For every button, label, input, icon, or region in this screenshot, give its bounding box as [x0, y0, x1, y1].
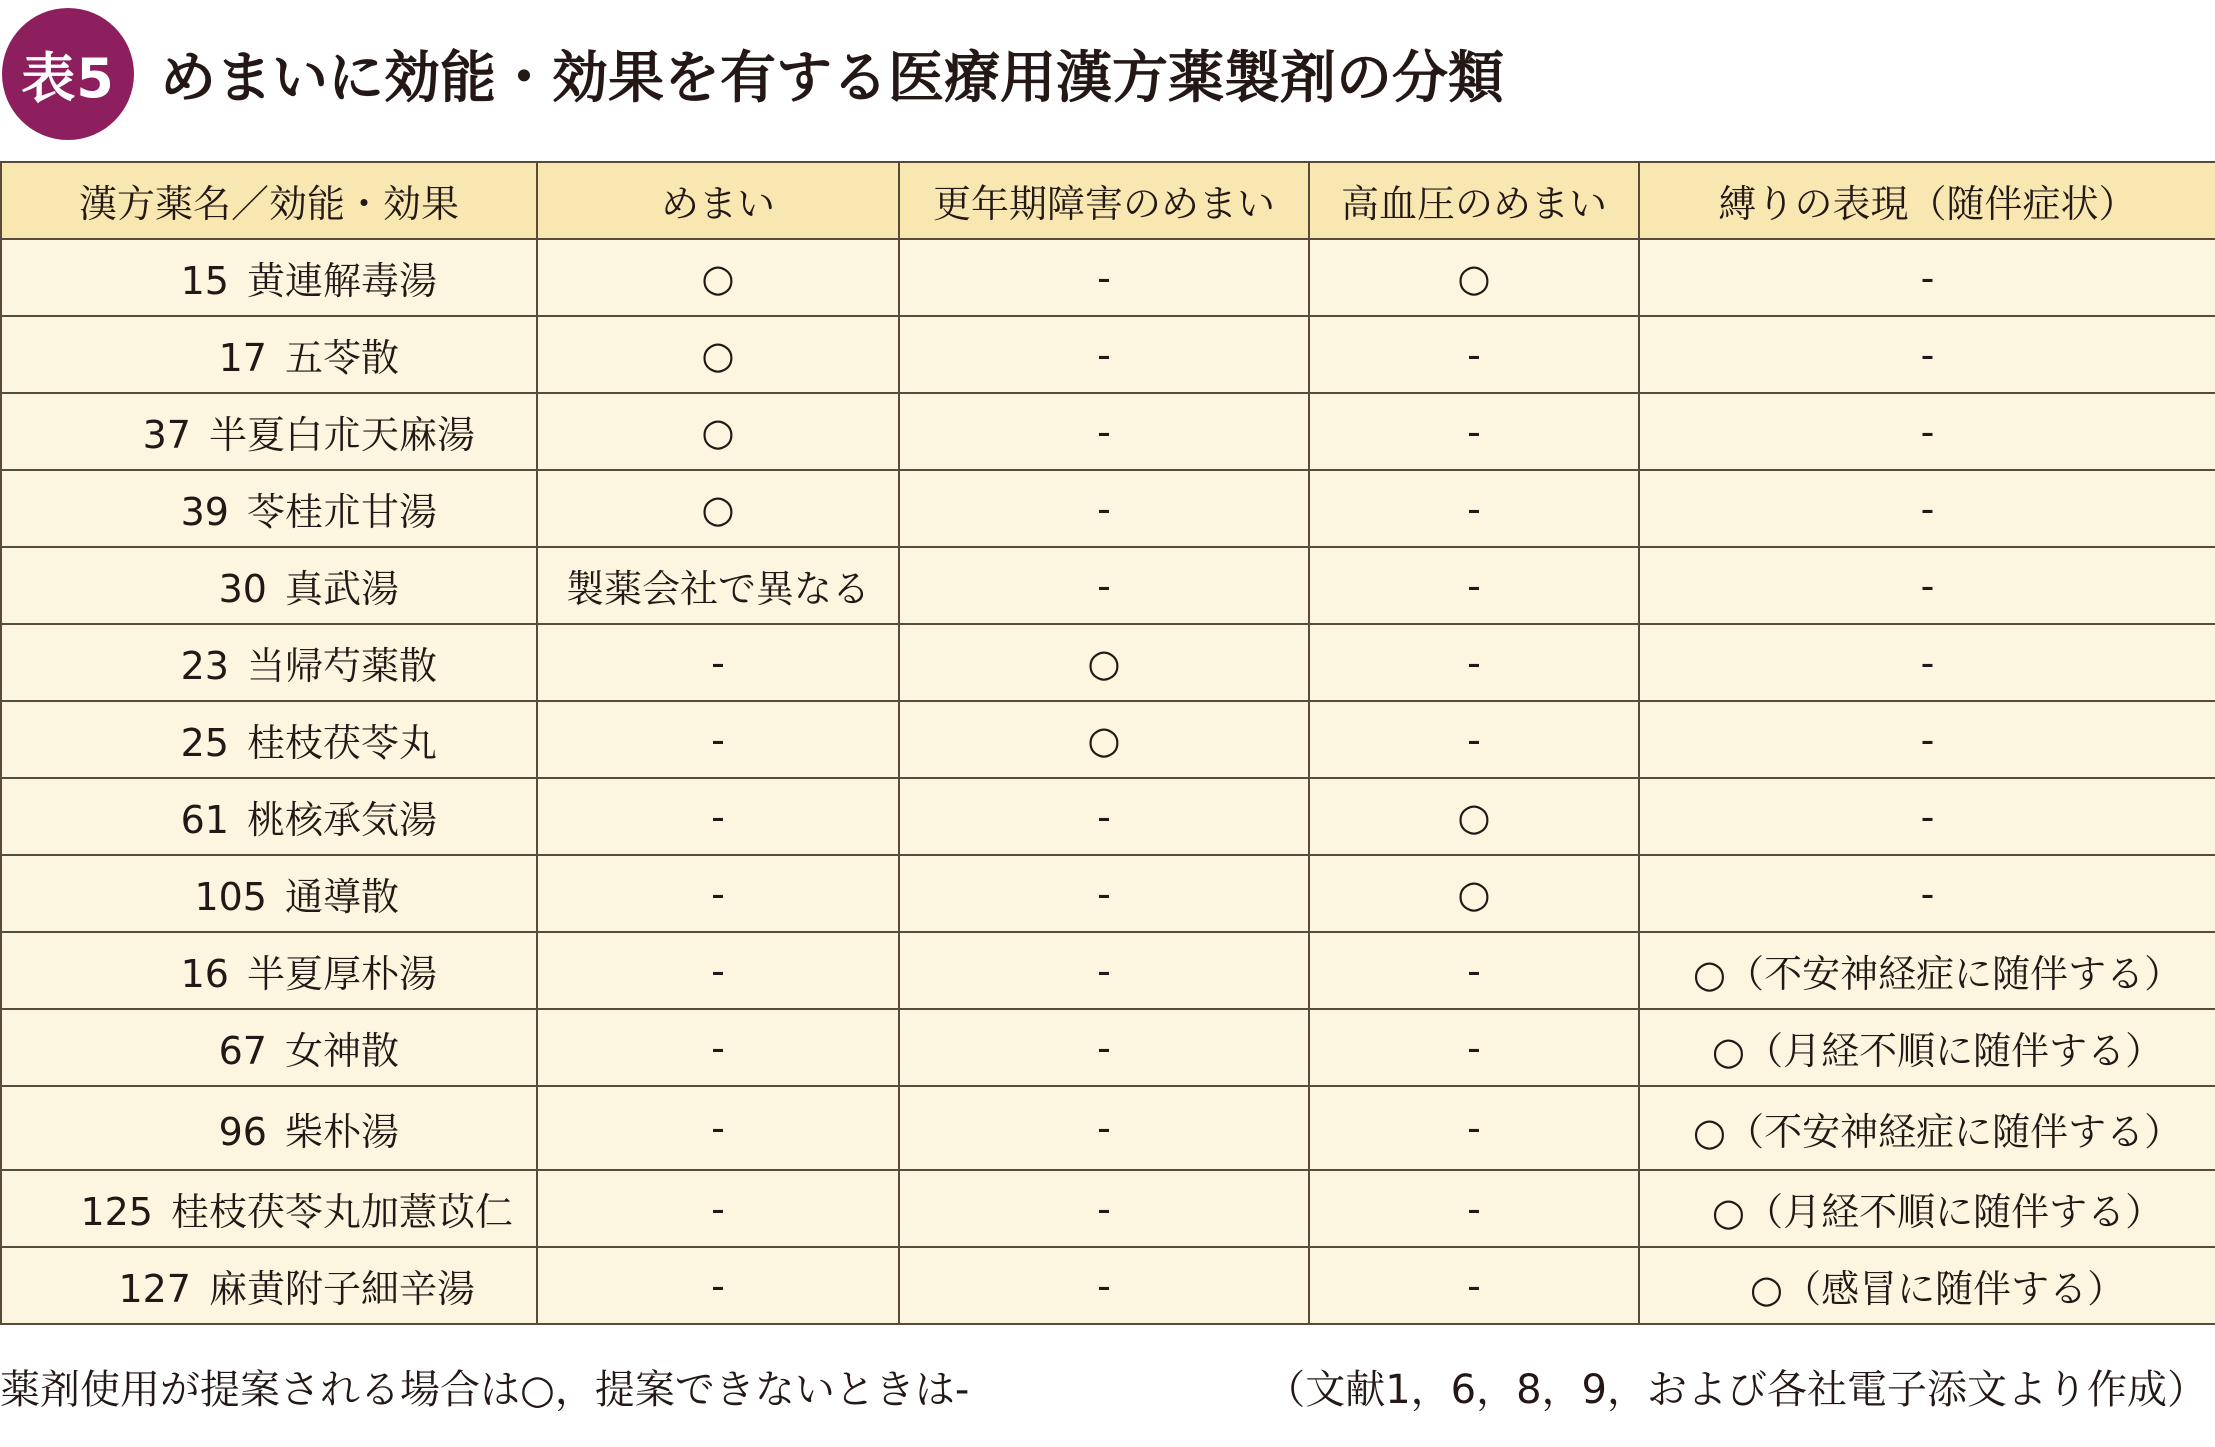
hypertension-vertigo-cell: ○ — [1309, 239, 1639, 316]
vertigo-cell: - — [537, 855, 899, 932]
associated-symptom-cell: ○（不安神経症に随伴する） — [1639, 932, 2215, 1009]
menopausal-vertigo-cell: - — [899, 1170, 1309, 1247]
drug-name: 当帰芍薬散 — [246, 644, 437, 688]
drug-name: 通導散 — [284, 875, 399, 919]
associated-symptom-cell: ○（月経不順に随伴する） — [1639, 1170, 2215, 1247]
hypertension-vertigo-cell: - — [1309, 932, 1639, 1009]
drug-name-cell — [1, 1247, 537, 1324]
vertigo-cell: - — [537, 778, 899, 855]
table-body — [1, 239, 2215, 1324]
table-row — [1, 547, 2215, 624]
vertigo-cell: ○ — [537, 316, 899, 393]
drug-number: 67 — [218, 1029, 267, 1073]
drug-name: 桂枝茯苓丸 — [246, 721, 437, 765]
drug-name-cell — [1, 624, 537, 701]
kampo-classification-table — [0, 161, 2215, 1325]
vertigo-cell: - — [537, 1086, 899, 1170]
vertigo-cell: - — [537, 701, 899, 778]
associated-symptom-cell: - — [1639, 470, 2215, 547]
hypertension-vertigo-cell: - — [1309, 1247, 1639, 1324]
associated-symptom-cell: - — [1639, 701, 2215, 778]
hypertension-vertigo-cell: - — [1309, 316, 1639, 393]
drug-number: 17 — [218, 336, 267, 380]
table-number-badge: 表5 — [2, 8, 134, 140]
associated-symptom-cell: - — [1639, 855, 2215, 932]
table-row — [1, 239, 2215, 316]
drug-number: 25 — [180, 721, 229, 765]
drug-name: 桃核承気湯 — [246, 798, 437, 842]
hypertension-vertigo-cell: - — [1309, 1170, 1639, 1247]
drug-name-cell — [1, 701, 537, 778]
table-row — [1, 778, 2215, 855]
table-row — [1, 1247, 2215, 1324]
menopausal-vertigo-cell: - — [899, 1009, 1309, 1086]
hypertension-vertigo-cell: ○ — [1309, 778, 1639, 855]
drug-name-cell — [1, 239, 537, 316]
drug-name-cell — [1, 470, 537, 547]
table-row — [1, 855, 2215, 932]
drug-name: 麻黄附子細辛湯 — [208, 1267, 475, 1311]
associated-symptom-cell: - — [1639, 778, 2215, 855]
drug-name: 半夏白朮天麻湯 — [208, 413, 475, 457]
hypertension-vertigo-cell: - — [1309, 1009, 1639, 1086]
drug-name: 真武湯 — [284, 567, 399, 611]
menopausal-vertigo-cell: - — [899, 778, 1309, 855]
hypertension-vertigo-cell: - — [1309, 547, 1639, 624]
drug-name: 半夏厚朴湯 — [246, 952, 437, 996]
drug-number: 23 — [180, 644, 229, 688]
footnote-source: （文献1，6，8，9，および各社電子添文より作成） — [1265, 1367, 2207, 1413]
hypertension-vertigo-cell: - — [1309, 393, 1639, 470]
drug-number: 30 — [218, 567, 267, 611]
menopausal-vertigo-cell: - — [899, 1247, 1309, 1324]
footnote-legend: 薬剤使用が提案される場合は○，提案できないときは- — [0, 1367, 970, 1413]
header-drug-name: 漢方薬名／効能・効果 — [1, 162, 537, 239]
table-title — [0, 0, 2215, 150]
associated-symptom-cell: - — [1639, 239, 2215, 316]
table-row — [1, 1086, 2215, 1170]
hypertension-vertigo-cell: - — [1309, 701, 1639, 778]
menopausal-vertigo-cell: ○ — [899, 701, 1309, 778]
table-row — [1, 393, 2215, 470]
drug-name: 柴朴湯 — [284, 1109, 399, 1154]
hypertension-vertigo-cell: ○ — [1309, 855, 1639, 932]
drug-name-cell — [1, 1086, 537, 1170]
table-row — [1, 624, 2215, 701]
associated-symptom-cell: - — [1639, 316, 2215, 393]
drug-name-cell — [1, 778, 537, 855]
drug-name: 黄連解毒湯 — [246, 259, 437, 303]
vertigo-cell: - — [537, 932, 899, 1009]
vertigo-cell: ○ — [537, 393, 899, 470]
vertigo-cell: ○ — [537, 470, 899, 547]
menopausal-vertigo-cell: - — [899, 393, 1309, 470]
drug-number: 96 — [218, 1109, 267, 1154]
associated-symptom-cell: ○（不安神経症に随伴する） — [1639, 1086, 2215, 1170]
drug-name-cell — [1, 1009, 537, 1086]
drug-name-cell — [1, 932, 537, 1009]
vertigo-cell: - — [537, 624, 899, 701]
hypertension-vertigo-cell: - — [1309, 624, 1639, 701]
drug-name-cell — [1, 547, 537, 624]
drug-name-cell — [1, 316, 537, 393]
drug-number: 61 — [180, 798, 229, 842]
menopausal-vertigo-cell: - — [899, 547, 1309, 624]
vertigo-cell: - — [537, 1247, 899, 1324]
header-hypertension-vertigo: 高血圧のめまい — [1309, 162, 1639, 239]
menopausal-vertigo-cell: - — [899, 239, 1309, 316]
drug-number: 16 — [180, 952, 229, 996]
table-row — [1, 470, 2215, 547]
header-menopausal-vertigo: 更年期障害のめまい — [899, 162, 1309, 239]
vertigo-cell: - — [537, 1009, 899, 1086]
associated-symptom-cell: ○（感冒に随伴する） — [1639, 1247, 2215, 1324]
menopausal-vertigo-cell: - — [899, 1086, 1309, 1170]
table-row — [1, 1170, 2215, 1247]
drug-number: 39 — [180, 490, 229, 534]
drug-name: 桂枝茯苓丸加薏苡仁 — [170, 1190, 513, 1234]
header-row — [1, 162, 2215, 239]
drug-number: 37 — [142, 413, 191, 457]
drug-number: 127 — [118, 1267, 191, 1311]
hypertension-vertigo-cell: - — [1309, 1086, 1639, 1170]
drug-number: 125 — [80, 1190, 153, 1234]
drug-name: 苓桂朮甘湯 — [246, 490, 437, 534]
vertigo-cell: 製薬会社で異なる — [537, 547, 899, 624]
vertigo-cell: ○ — [537, 239, 899, 316]
drug-name-cell — [1, 1170, 537, 1247]
associated-symptom-cell: - — [1639, 547, 2215, 624]
associated-symptom-cell: - — [1639, 393, 2215, 470]
table-row — [1, 1009, 2215, 1086]
header-vertigo: めまい — [537, 162, 899, 239]
menopausal-vertigo-cell: - — [899, 316, 1309, 393]
associated-symptom-cell: - — [1639, 624, 2215, 701]
menopausal-vertigo-cell: - — [899, 470, 1309, 547]
drug-name: 五苓散 — [284, 336, 399, 380]
menopausal-vertigo-cell: - — [899, 855, 1309, 932]
table-row — [1, 316, 2215, 393]
menopausal-vertigo-cell: ○ — [899, 624, 1309, 701]
drug-name-cell — [1, 855, 537, 932]
header-associated-symptoms: 縛りの表現（随伴症状） — [1639, 162, 2215, 239]
table-row — [1, 932, 2215, 1009]
menopausal-vertigo-cell: - — [899, 932, 1309, 1009]
drug-number: 15 — [180, 259, 229, 303]
page-title: めまいに効能・効果を有する医療用漢方薬製剤の分類 — [160, 46, 1504, 111]
associated-symptom-cell: ○（月経不順に随伴する） — [1639, 1009, 2215, 1086]
drug-name-cell — [1, 393, 537, 470]
vertigo-cell: - — [537, 1170, 899, 1247]
drug-name: 女神散 — [284, 1029, 399, 1073]
hypertension-vertigo-cell: - — [1309, 470, 1639, 547]
drug-number: 105 — [194, 875, 267, 919]
table-row — [1, 701, 2215, 778]
